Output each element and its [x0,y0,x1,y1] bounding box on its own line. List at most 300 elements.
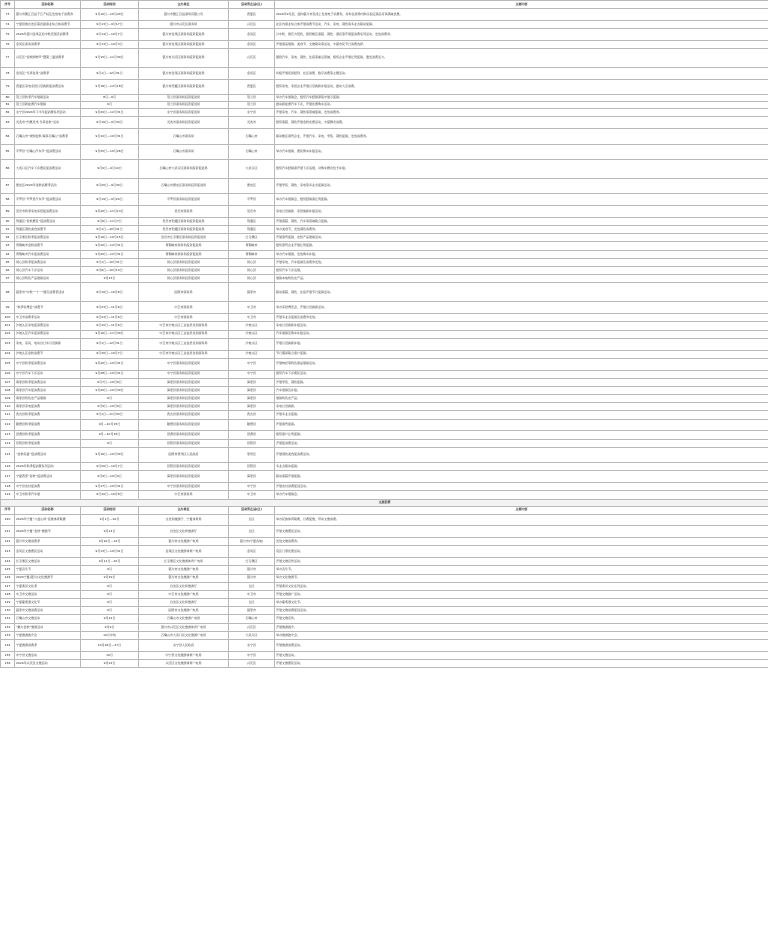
activity-name-cell: 利通区“金秋惠民”促消费活动 [15,217,81,225]
organizer-cell: 银川市聚汇百货商场有限公司 [139,9,229,21]
organizer-cell: 中卫市商务局 [139,491,229,499]
activity-name-cell: 中卫市秋季汽车展 [15,491,81,499]
table-row [1,607,768,615]
content-cell: 家电以旧换新补贴活动。 [275,322,768,330]
county-cell: 兴庆区 [229,20,275,28]
table-row [1,102,768,109]
activity-name-cell: 平罗县“平罗县汽车节”促消费活动 [15,194,81,206]
activity-time-cell: 9月22日 [81,615,139,623]
organizer-cell: 银川市兴庆区商务局 [139,20,229,28]
activity-name-cell: 大武口区汽车下乡惠民促消费活动 [15,159,81,178]
content-cell: 联动辖区商贸企业，开展汽车、家电、零售、餐饮促销，发放消费券。 [275,129,768,144]
activity-name-cell: “魅力金秋”旅游活动 [15,623,81,631]
row-number-cell: 88 [1,194,15,206]
county-cell: 沙坡头区 [229,322,275,330]
content-cell: 家电以旧换新、家居焕新补贴活动。 [275,206,768,218]
activity-name-cell: 同心县汽车下乡活动 [15,267,81,275]
county-cell: 大武口区 [229,631,275,639]
row-number-cell: 105 [1,358,15,370]
activity-name-cell: 宁夏西部“金秋”促消费活动 [15,471,81,483]
header-name: 活动名称 [15,1,81,9]
organizer-cell: 同心县商务和投资促进局 [139,275,229,283]
activity-time-cell: 9月11日—10月 [81,558,139,566]
activity-time-cell: 9月20日—10月31日 [81,358,139,370]
table-row [1,358,768,370]
content-cell: 景区门票优惠活动。 [275,546,768,558]
activity-time-cell: 9月10日—10月31日 [81,129,139,144]
county-cell: 海原县 [229,395,275,403]
content-cell: 多业态联动促销。 [275,463,768,471]
county-cell: 中卫市 [229,302,275,314]
row-number-cell: 75 [1,28,15,40]
activity-time-cell: 9月15日—11月30日 [81,48,139,67]
content-cell: 联动商超开展促销。 [275,471,768,483]
table-row [1,590,768,598]
activity-time-cell: 9月 [81,566,139,574]
organizer-cell: 永宁县人民政府 [139,640,229,652]
row-number-cell: 73 [1,9,15,21]
organizer-cell: 自治区文化和旅游厅 [139,599,229,607]
row-number-cell: 92 [1,234,15,242]
table-row [1,526,768,538]
activity-name-cell: 固原市“中秋”“十一”国庆消费季活动 [15,283,81,302]
content-cell: 开展餐饮美食促消费活动。 [275,447,768,462]
activity-time-cell: 9月20日—10月7日 [81,463,139,471]
activity-time-cell: 9月16日—10月15日 [81,234,139,242]
organizer-cell: 贺兰县商务和投资促进局 [139,95,229,102]
section2-header-row [1,506,768,514]
row-number-cell: 79 [1,79,15,94]
organizer-cell: 银川市西夏区商务和投资促进局 [139,79,229,94]
activity-time-cell: 9月 [81,599,139,607]
activity-time-cell: 9月8日—10月10日 [81,267,139,275]
row-number-cell: 135 [1,651,15,659]
row-number-cell: 130 [1,607,15,615]
row-number-cell: 80 [1,95,15,102]
activity-time-cell: 9月20日—11月13日 [81,206,139,218]
content-cell: 举办汽车展销会，组织汽车经销商集中展示促销。 [275,95,768,102]
activity-time-cell: 9月20日—9月30日 [81,178,139,193]
row-number-cell: 106 [1,370,15,378]
row-number-cell: 115 [1,447,15,462]
table-row [1,514,768,526]
county-cell: 海原县 [229,403,275,411]
table-row [1,431,768,439]
activity-name-cell: 海原县汽车促消费活动 [15,386,81,394]
activity-name-cell: 彭阳县秋季促消费 [15,439,81,447]
content-cell: 举办汽车展销会，组织经销商让利促销。 [275,194,768,206]
activity-time-cell: 9月13日—10月3日 [81,40,139,48]
table-row [1,546,768,558]
row-number-cell: 74 [1,20,15,28]
content-cell: 开展商贸促销。 [275,419,768,431]
table-row [1,574,768,582]
content-cell: 2024年9月起，面向银川市民线上发放电子消费券，持券在商场内购买指定商品可享满减优惠。 [275,9,768,21]
organizer-cell: 海原县商务和投资促进局 [139,403,229,411]
activity-time-cell: 9月10日—10月8日 [81,491,139,499]
content-cell: 开展文旅推广活动。 [275,590,768,598]
table-row [1,439,768,447]
activity-name-cell: 固原市文旅消费活动 [15,607,81,615]
county-cell: 大武口区 [229,159,275,178]
section1-body [1,9,768,500]
activity-name-cell: 金凤区商务消费季 [15,40,81,48]
row-number-cell: 120 [1,514,15,526]
activity-name-cell: 中宁县秋季促消费活动 [15,358,81,370]
table-row [1,275,768,283]
row-number-cell: 78 [1,67,15,79]
organizer-cell: 泾源县商务和投资促进局 [139,431,229,439]
activity-name-cell: 贺兰县秋季汽车展销活动 [15,95,81,102]
table-row [1,250,768,258]
activity-name-cell: 海原县秋季促消费活动 [15,378,81,386]
content-cell: 举办葡萄酒文化节。 [275,599,768,607]
content-cell: 节日期间联合商户促销。 [275,350,768,358]
section2-header-name: 活动名称 [15,506,81,514]
activity-name-cell: 同心县特色产品展销活动 [15,275,81,283]
row-number-cell: 123 [1,546,15,558]
activity-time-cell: 9月9日—10月9日 [81,471,139,483]
table-row [1,322,768,330]
organizer-cell: 石嘴山市商务局 [139,129,229,144]
content-cell: 联动商超、餐饮、住宿开展节日促销活动。 [275,283,768,302]
content-cell: 开展商品展销、美食节、文旅联动等活动，丰富市民节日消费选择。 [275,40,768,48]
table-row [1,403,768,411]
county-cell: 西夏区 [229,9,275,21]
county-cell: 中宁县 [229,651,275,659]
row-number-cell: 116 [1,463,15,471]
organizer-cell: 银川市文化旅游广电局 [139,566,229,574]
activity-name-cell: 青铜峡市汽车促消费活动 [15,250,81,258]
activity-name-cell: 2024年银川金凤区迎中秋庆国庆消费季 [15,28,81,40]
content-cell: 开展商超、餐饮、汽车等领域联合促销。 [275,217,768,225]
activity-time-cell: 9月23日—11月6日 [81,314,139,322]
table-row [1,623,768,631]
content-cell: 开展旅游消费活动。 [275,640,768,652]
activity-name-cell: 西夏区家电家居以旧换新促消费活动 [15,79,81,94]
organizer-cell: 中宁县文化旅游体育广电局 [139,651,229,659]
organizer-cell: 石嘴山市商务局 [139,144,229,159]
activity-name-cell: 家电、家具、电动自行车以旧换新 [15,338,81,350]
row-number-cell: 85 [1,144,15,159]
activity-name-cell: 宁夏旅游消费季 [15,640,81,652]
activity-time-cell: 9月19日—9月20日 [81,194,139,206]
organizer-cell: 吴忠市利通区商务和投资促进局 [139,226,229,234]
content-cell: 举办旅游推介会。 [275,631,768,639]
activity-time-cell: 9月20日—12月31日 [81,242,139,250]
row-number-cell: 89 [1,206,15,218]
content-cell: 汽车展销及购车补贴活动。 [275,330,768,338]
table-row [1,330,768,338]
content-cell: 展销特色农产品。 [275,395,768,403]
organizer-cell: 石嘴山市大武口区商务和投资促进局 [139,159,229,178]
county-cell: 贺兰县 [229,102,275,109]
activity-time-cell: 9月13日—9月17日 [81,20,139,28]
content-cell: 开展家电、汽车、餐饮等领域促销，发放消费券。 [275,109,768,117]
organizer-cell: 贺兰县商务和投资促进局 [139,102,229,109]
county-cell: 兴庆区 [229,48,275,67]
organizer-cell: 中卫市商务局 [139,314,229,322]
content-cell: 举办美食节，发放餐饮消费券。 [275,226,768,234]
county-cell: 石嘴山市 [229,129,275,144]
county-cell: 永宁县 [229,109,275,117]
row-number-cell: 81 [1,102,15,109]
county-cell: 利通区 [229,226,275,234]
section2-header-content: 主要内容 [275,506,768,514]
row-number-cell: 113 [1,431,15,439]
organizer-cell: 文化和旅游厅、宁夏体育局 [139,514,229,526]
county-cell: 隆德县 [229,419,275,431]
county-cell: 金凤区 [229,67,275,79]
county-cell: 西夏区 [229,79,275,94]
organizer-cell: 平罗县商务和投资促进局 [139,194,229,206]
table-row [1,144,768,159]
activity-time-cell: 9月13日—10月31日 [81,546,139,558]
table-row [1,267,768,275]
county-cell: 中宁县 [229,358,275,370]
content-cell: 开展文旅活动。 [275,651,768,659]
organizer-cell: 银川市金凤区商务和投资促进局 [139,28,229,40]
organizer-cell: 石嘴山市文化旅游广电局 [139,615,229,623]
row-number-cell: 110 [1,403,15,411]
organizer-cell: 固原市原州区人民政府 [139,447,229,462]
organizer-cell: 吴忠市红寺堡区商务和投资促进局 [139,234,229,242]
activity-time-cell: 9月20日—10月30日 [81,386,139,394]
table-row [1,242,768,250]
county-cell: 惠农区 [229,178,275,193]
table-row [1,599,768,607]
table-row [1,9,768,21]
organizer-cell: 吴忠市利通区商务和投资促进局 [139,217,229,225]
table-row [1,117,768,129]
table-row [1,302,768,314]
activity-name-cell: 兴庆区“金秋购物节”暨第二届消费季 [15,48,81,67]
county-cell: 全区 [229,526,275,538]
organizer-cell: 兴庆区文化旅游体育广电局 [139,660,229,668]
activity-time-cell: 9月18日—12月18日 [81,79,139,94]
activity-time-cell: 9月 [81,395,139,403]
content-cell: 推动新能源汽车下乡，开展优惠购车活动。 [275,102,768,109]
activity-name-cell: 平罗县“石嘴山汽车节”促消费活动 [15,144,81,159]
activity-name-cell: 2024年秋季促消费系列活动 [15,463,81,471]
row-number-cell: 86 [1,159,15,178]
activity-time-cell: 9月10日—11月6日 [81,322,139,330]
county-cell: 金凤区 [229,546,275,558]
table-row [1,471,768,483]
activity-time-cell: 10月 [81,651,139,659]
row-number-cell: 76 [1,40,15,48]
activity-name-cell: 2024年兴庆区文旅活动 [15,660,81,668]
county-cell: 平罗县 [229,194,275,206]
activity-time-cell: 9月1日—12月31日 [81,67,139,79]
section-banner-title: 文旅消费 [1,499,768,506]
county-cell: 固原市 [229,283,275,302]
activity-time-cell: 9月1日—10月 [81,514,139,526]
county-cell: 中宁县 [229,483,275,491]
row-number-cell: 133 [1,631,15,639]
table-row [1,129,768,144]
activity-name-cell: 中宁县文旅活动 [15,651,81,659]
table-row [1,67,768,79]
activity-time-cell: 9月1日—12月31日 [81,338,139,350]
table-row [1,483,768,491]
table-row [1,40,768,48]
organizer-cell: 中宁县商务和投资促进局 [139,483,229,491]
activity-name-cell: 同心县秋季促消费活动 [15,258,81,266]
table-row [1,95,768,102]
content-cell: 围绕汽车、家电、餐饮、住宿等重点领域，组织企业开展让利促销，激发消费活力。 [275,48,768,67]
county-cell: 泾源县 [229,431,275,439]
organizer-cell: 彭阳县商务和投资促进局 [139,463,229,471]
table-row [1,378,768,386]
content-cell: 开展商贸促销、农特产品展销活动。 [275,234,768,242]
table-row [1,370,768,378]
section2-banner-body [1,499,768,514]
county-cell: 石嘴山市 [229,615,275,623]
row-number-cell: 100 [1,314,15,322]
activity-name-cell: 红寺堡区文旅活动 [15,558,81,566]
activity-time-cell: 9月1日—11月30日 [81,411,139,419]
table-header-row [1,1,768,9]
organizer-cell: 中卫市沙坡头区工业信息化和商务局 [139,330,229,338]
section2-header-time: 活动时间 [81,506,139,514]
activity-time-cell: 9月 [81,590,139,598]
row-number-cell: 108 [1,386,15,394]
row-number-cell: 90 [1,217,15,225]
county-cell: 利通区 [229,217,275,225]
organizer-cell: 中卫市沙坡头区工业信息化和商务局 [139,338,229,350]
row-number-cell: 111 [1,411,15,419]
row-number-cell: 112 [1,419,15,431]
content-cell: 举办汽车展销、惠民购车补贴活动。 [275,144,768,159]
activity-time-cell: 9月10日—10月20日 [81,9,139,21]
activity-name-cell: 沙坡头区金秋消费节 [15,350,81,358]
activity-time-cell: 9月22日 [81,660,139,668]
row-number-cell: 114 [1,439,15,447]
organizer-cell: 银川市兴庆区商务和投资促进局 [139,48,229,67]
table-row [1,463,768,471]
content-cell: 开展黄河文化系列活动。 [275,582,768,590]
county-cell: 沙坡头区 [229,350,275,358]
content-cell: 开展零售、餐饮、家电等多业态促销活动。 [275,178,768,193]
organizer-cell: 石嘴山市大武口区文化旅游广电局 [139,631,229,639]
table-row [1,631,768,639]
table-row [1,217,768,225]
activity-name-cell: 西吉县秋季促消费 [15,411,81,419]
county-cell: 青铜峡市 [229,250,275,258]
activity-time-cell: 9月23日 [81,275,139,283]
activity-name-cell: 海原县家电促消费 [15,403,81,411]
header-county: 活动所在县(区) [229,1,275,9]
row-number-cell: 91 [1,226,15,234]
content-cell: 组织汽车经销商开展下乡巡展，对购车群众给予补贴。 [275,159,768,178]
county-cell: 红寺堡区 [229,234,275,242]
table-row [1,206,768,218]
activity-name-cell: 宁夏音乐节 [15,566,81,574]
row-number-cell: 98 [1,283,15,302]
activity-time-cell: 9月28日—10月31日 [81,370,139,378]
activity-time-cell: 9月—10月15日 [81,419,139,431]
activity-name-cell: 银川市文旅消费季 [15,538,81,546]
row-number-cell: 93 [1,242,15,250]
organizer-cell: 同心县商务和投资促进局 [139,258,229,266]
table-row [1,28,768,40]
row-number-cell: 126 [1,574,15,582]
table-row [1,350,768,358]
county-cell: 灵武市 [229,117,275,129]
county-cell: 原州区 [229,447,275,462]
organizer-cell: 中卫市沙坡头区工业信息化和商务局 [139,350,229,358]
organizer-cell: 银川市文化旅游广电局 [139,574,229,582]
content-cell: 发放文旅消费券。 [275,538,768,546]
activity-name-cell: 金凤区“乐享金凤”消费季 [15,67,81,79]
activity-name-cell: 宁夏葡萄酒文化节 [15,599,81,607]
content-cell: 在区内商业综合体开展消费节活动，汽车、家电、餐饮等多业态联动促销。 [275,20,768,28]
county-cell: 西吉县 [229,411,275,419]
county-cell: 兴庆区 [229,660,275,668]
row-number-cell: 122 [1,538,15,546]
county-cell: 海原县 [229,378,275,386]
activity-name-cell: 吴忠市秋季家电家居促消费活动 [15,206,81,218]
organizer-cell: 海原县商务和投资促进局 [139,386,229,394]
content-cell: 汽车展销及补贴。 [275,386,768,394]
organizer-cell: 海原县商务和投资促进局 [139,471,229,483]
activity-time-cell: 9月 [81,102,139,109]
row-number-cell: 127 [1,582,15,590]
content-cell: 组织商超、餐饮开展金秋优惠活动，丰富群众消费。 [275,117,768,129]
organizer-cell: 中卫市商务局 [139,302,229,314]
activity-time-cell: 9月17日—10月31日 [81,483,139,491]
table-row [1,338,768,350]
county-cell: 吴忠市 [229,206,275,218]
content-cell: 持续开展夜间经济、社区消费、数字消费等主题活动。 [275,67,768,79]
county-cell: 海原县 [229,386,275,394]
row-number-cell: 101 [1,322,15,330]
table-row [1,234,768,242]
activity-time-cell: 9月25日—10月26日 [81,144,139,159]
activity-time-cell: 10月中旬 [81,631,139,639]
activity-name-cell: 石嘴山市文旅活动 [15,615,81,623]
county-cell: 金凤区 [229,40,275,48]
content-cell: 举办汽车展销，发放购车补贴。 [275,250,768,258]
content-cell: 举办文化旅游节。 [275,574,768,582]
activity-time-cell: 9月14日 [81,526,139,538]
content-cell: 展销本地特色农产品。 [275,275,768,283]
row-number-cell: 119 [1,491,15,499]
activity-time-cell: 9月20日—12月 [81,538,139,546]
activity-time-cell: 10月26日—27日 [81,640,139,652]
content-cell: 开展农村消费促进活动。 [275,483,768,491]
activity-name-cell: 银川市聚汇百货不忘产权定发放电子消费券 [15,9,81,21]
row-number-cell: 125 [1,566,15,574]
table-row [1,258,768,266]
activity-name-cell: 中卫市文旅活动 [15,590,81,598]
content-cell: 组织汽车下乡惠民活动。 [275,370,768,378]
content-cell: 开展家电、汽车促销及消费券发放。 [275,258,768,266]
organizer-cell: 银川市文化旅游广电局 [139,538,229,546]
table-row [1,194,768,206]
organizer-cell: 彭阳县商务和投资促进局 [139,439,229,447]
activity-name-cell: 沙坡头区家电促消费活动 [15,322,81,330]
activity-time-cell: 9月9日 [81,623,139,631]
table-row [1,411,768,419]
content-cell: 开展以旧换新补贴。 [275,338,768,350]
activity-time-cell: 9月6日—11月7日 [81,217,139,225]
organizer-cell: 西吉县商务和投资促进局 [139,411,229,419]
header-time: 活动时间 [81,1,139,9]
activity-time-cell: 9月 [81,439,139,447]
organizer-cell: 红寺堡区文化旅游体育广电局 [139,558,229,566]
